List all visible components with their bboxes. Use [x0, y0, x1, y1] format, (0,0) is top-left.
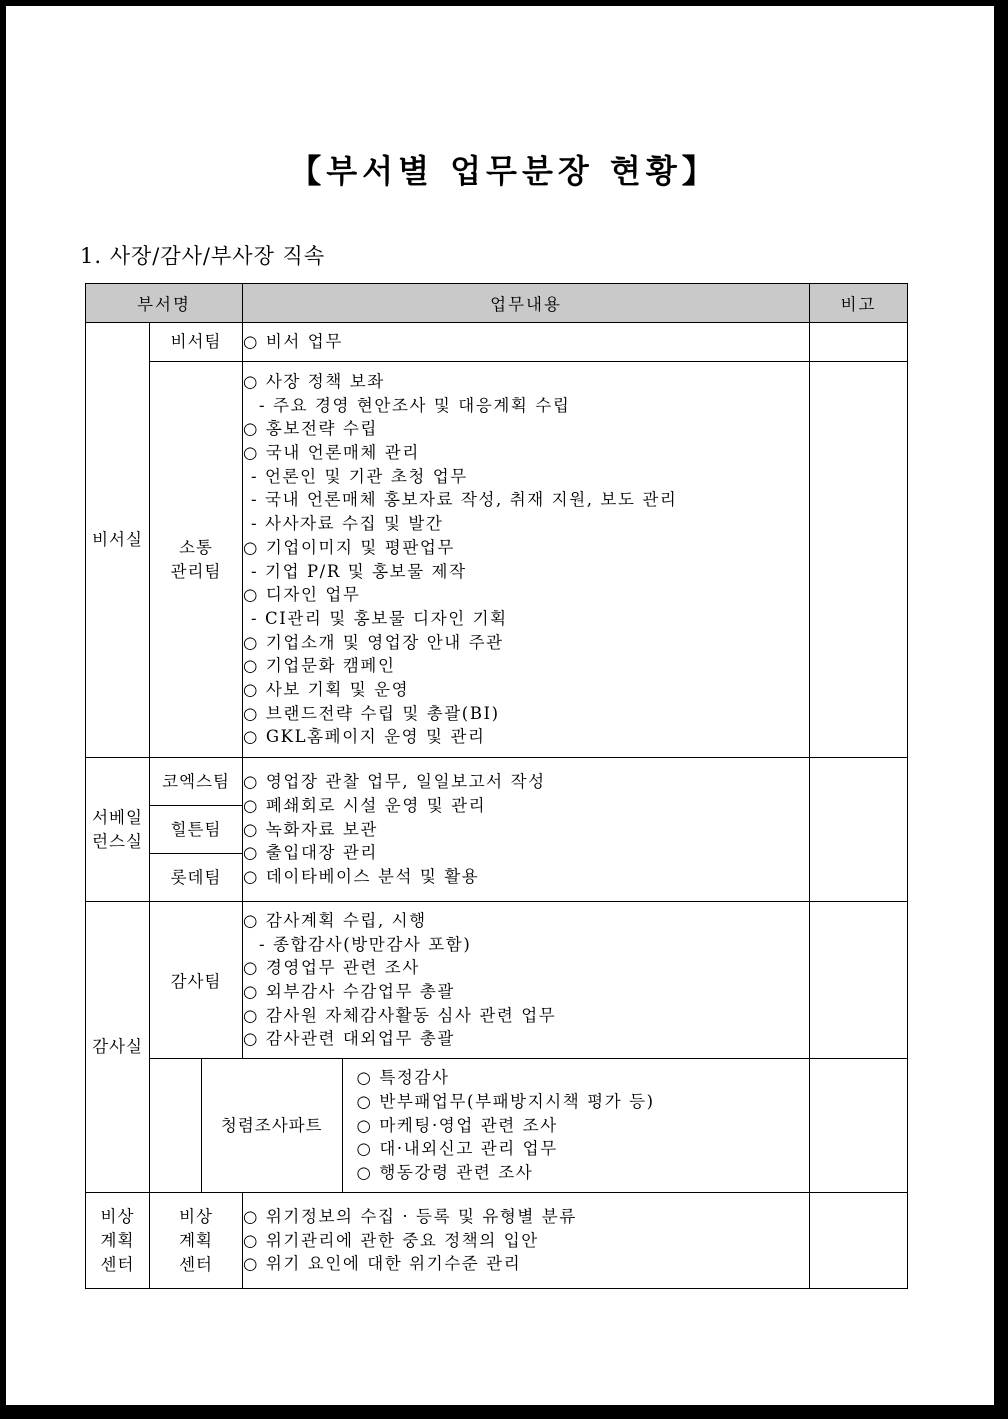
- duty-line: ○ 사보 기획 및 운영: [243, 680, 410, 700]
- team-lotte: 롯데팀: [150, 854, 243, 902]
- duty-line: ○ 데이타베이스 분석 및 활용: [243, 867, 480, 887]
- duty-line: ○ 특정감사: [356, 1068, 450, 1088]
- duty-line: ○ 국내 언론매체 관리: [243, 442, 420, 462]
- duties-surveillance: [243, 758, 810, 902]
- duty-line: ○ 브랜드전략 수립 및 총괄(BI): [243, 703, 500, 723]
- team-name-line: 센터: [179, 1254, 213, 1274]
- audit-part-table: [202, 1059, 809, 1192]
- duties-secretary-team: [243, 323, 810, 362]
- team-hilton: 힐튼팀: [150, 806, 243, 854]
- division-name-line: 계획: [100, 1230, 135, 1250]
- note-cell: [810, 758, 908, 902]
- header-dept: 부서명: [86, 284, 243, 323]
- team-name-line: 관리팀: [170, 561, 222, 581]
- duty-line: ○ 외부감사 수감업무 총괄: [243, 982, 455, 1001]
- note-cell: [810, 902, 908, 1059]
- division-secretary: 비서실: [86, 323, 150, 758]
- note-cell: [810, 323, 908, 362]
- duty-line: ○ GKL홈페이지 운영 및 관리: [243, 727, 486, 747]
- team-name-line: 비상: [179, 1206, 213, 1226]
- duty-line: ○ 대·내외신고 관리 업무: [356, 1139, 558, 1159]
- team-coex: 코엑스팀: [150, 758, 243, 806]
- team-name-line: 계획: [179, 1230, 213, 1250]
- duty-line: ○ 디자인 업무: [243, 585, 361, 605]
- duty-line: ○ 위기정보의 수집 · 등록 및 유형별 분류: [243, 1206, 577, 1226]
- duty-line: ○ 위기관리에 관한 중요 정책의 입안: [243, 1230, 539, 1250]
- document-title: 【부서별 업무분장 현황】: [289, 152, 719, 190]
- header-note: 비고: [810, 284, 908, 323]
- audit-part-row: [202, 1059, 810, 1193]
- team-name-line: 소통: [179, 537, 213, 557]
- duty-line: ○ 홍보전략 수립: [243, 419, 378, 439]
- duty-line: ○ 사장 정책 보좌: [243, 371, 385, 391]
- duty-subline: - 사사자료 수집 및 발간: [251, 514, 444, 534]
- team-audit: 감사팀: [150, 902, 243, 1059]
- duties-audit-team: [243, 902, 810, 1059]
- note-cell: [810, 1059, 908, 1193]
- division-name-line: 비상: [100, 1206, 135, 1226]
- header-content: 업무내용: [243, 284, 810, 323]
- audit-team-span: [150, 1059, 202, 1193]
- duty-table: [85, 283, 908, 1289]
- duty-line: ○ 감사원 자체감사활동 심사 관련 업무: [243, 1005, 557, 1025]
- duty-line: ○ 비서 업무: [243, 332, 343, 352]
- duty-line: ○ 마케팅·영업 관련 조사: [356, 1115, 558, 1135]
- duty-line: ○ 폐쇄회로 시설 운영 및 관리: [243, 795, 487, 815]
- note-cell: [810, 1193, 908, 1289]
- duty-line: ○ 출입대장 관리: [243, 843, 378, 863]
- duty-subline: - 주요 경영 현안조사 및 대응계획 수립: [259, 395, 571, 415]
- duty-line: ○ 행동강령 관련 조사: [356, 1163, 534, 1183]
- duty-line: ○ 반부패업무(부패방지시책 평가 등): [356, 1091, 655, 1111]
- division-emergency: [86, 1193, 150, 1289]
- duty-subline: - 종합감사(방만감사 포함): [259, 934, 472, 954]
- duty-line: ○ 감사계획 수립, 시행: [243, 910, 427, 930]
- division-name-line: 서베일: [92, 807, 143, 827]
- duty-subline: - 기업 P/R 및 홍보물 제작: [251, 561, 467, 581]
- section-heading: 1. 사장/감사/부사장 직속: [80, 244, 326, 268]
- duty-line: ○ 기업소개 및 영업장 안내 주관: [243, 632, 504, 652]
- duty-line: ○ 기업문화 캠페인: [243, 656, 396, 676]
- duties-emergency: [243, 1193, 810, 1289]
- team-emergency: [150, 1193, 243, 1289]
- duty-subline: - 국내 언론매체 홍보자료 작성, 취재 지원, 보도 관리: [251, 490, 678, 510]
- duty-subline: - CI관리 및 홍보물 디자인 기획: [251, 608, 508, 628]
- duties-integrity-part: [342, 1059, 809, 1192]
- division-name-line: 런스실: [92, 831, 143, 851]
- division-surveillance: [86, 758, 150, 902]
- division-audit: 감사실: [86, 902, 150, 1193]
- team-secretary: 비서팀: [150, 323, 243, 362]
- duty-line: ○ 녹화자료 보관: [243, 819, 378, 839]
- part-integrity: 청렴조사파트: [202, 1059, 342, 1192]
- duty-line: ○ 경영업무 관련 조사: [243, 958, 420, 978]
- team-communication: [150, 362, 243, 758]
- duty-subline: - 언론인 및 기관 초청 업무: [251, 466, 468, 486]
- duty-line: ○ 기업이미지 및 평판업무: [243, 537, 455, 557]
- division-name-line: 센터: [100, 1254, 135, 1274]
- duty-line: ○ 위기 요인에 대한 위기수준 관리: [243, 1254, 522, 1274]
- duty-line: ○ 영업장 관찰 업무, 일일보고서 작성: [243, 772, 546, 792]
- duty-line: ○ 감사관련 대외업무 총괄: [243, 1029, 455, 1049]
- duties-communication-team: [243, 362, 810, 758]
- note-cell: [810, 362, 908, 758]
